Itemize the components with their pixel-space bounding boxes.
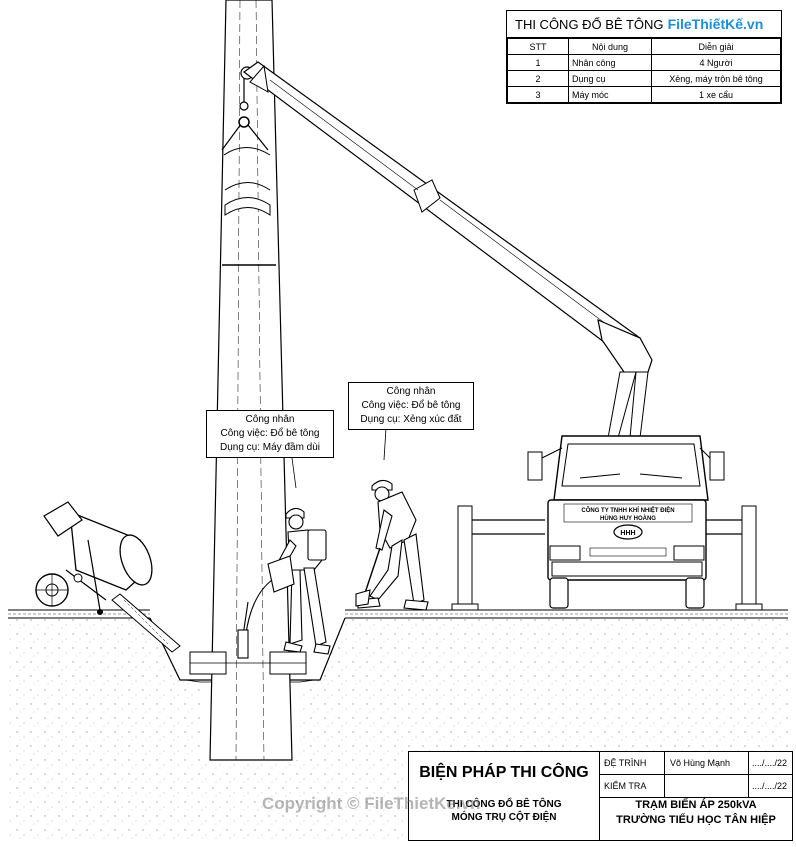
checked-date: ..../..../22 [752, 781, 788, 791]
callout-left-tool: Dụng cụ: Máy đầm dùi [219, 442, 321, 453]
header-description: Diễn giải [652, 39, 781, 55]
truck-company-line2: HÙNG HUY HOÀNG [600, 516, 656, 522]
info-header-row [508, 39, 781, 55]
table-row [508, 87, 781, 103]
table-row [508, 71, 781, 87]
project-line2: TRƯỜNG TIỂU HỌC TÂN HIỆP [616, 814, 776, 826]
cell-description: 4 Người [652, 55, 781, 71]
callout-right [348, 382, 474, 430]
cell-description: 1 xe cẩu [652, 87, 781, 103]
submitted-label: ĐỆ TRÌNH [604, 758, 647, 768]
callout-right-task: Công việc: Đổ bê tông [361, 400, 461, 411]
info-grid [507, 38, 781, 103]
project-line1: TRẠM BIẾN ÁP 250kVA [635, 799, 757, 811]
submitted-row [600, 752, 792, 775]
drawing-subtitle-line2: MÓNG TRỤ CỘT ĐIỆN [451, 812, 557, 823]
cell-content: Máy móc [569, 87, 652, 103]
watermark-logo: FileThiếtKế.vn [667, 16, 764, 32]
callout-left-title: Công nhân [245, 414, 295, 425]
crane-truck [452, 436, 762, 610]
submitted-date: ..../..../22 [752, 758, 788, 768]
copyright-watermark: Copyright © FileThietKe.vn [262, 794, 481, 813]
cell-stt: 3 [508, 87, 569, 103]
callout-right-title: Công nhân [386, 386, 436, 397]
callout-left [206, 410, 334, 458]
drawing-subtitle-line1: THI CÔNG ĐỔ BÊ TÔNG [446, 799, 562, 810]
info-table-title [507, 11, 781, 38]
checked-label: KIỂM TRA [604, 781, 647, 791]
info-title-text: THI CÔNG ĐỔ BÊ TÔNG [515, 16, 664, 32]
cell-content: Dụng cụ [569, 71, 652, 87]
worker-right [356, 480, 428, 610]
callout-left-task: Công việc: Đổ bê tông [220, 428, 320, 439]
header-stt: STT [508, 39, 569, 55]
cell-content: Nhân công [569, 55, 652, 71]
info-table [506, 10, 782, 104]
cell-stt: 1 [508, 55, 569, 71]
truck-badge: HHH [620, 530, 636, 537]
checked-row [600, 775, 792, 798]
drawing-title: BIỆN PHÁP THI CÔNG [419, 764, 589, 781]
submitted-name: Võ Hùng Mạnh [670, 758, 731, 768]
cell-stt: 2 [508, 71, 569, 87]
project-name [600, 798, 792, 828]
truck-company-line1: CÔNG TY TNHH KHÍ NHIỆT ĐIỆN [581, 508, 675, 514]
callout-right-tool: Dụng cụ: Xẻng xúc đất [360, 414, 462, 425]
cell-description: Xẻng, máy trộn bê tông [652, 71, 781, 87]
header-content: Nội dung [569, 39, 652, 55]
table-row [508, 55, 781, 71]
